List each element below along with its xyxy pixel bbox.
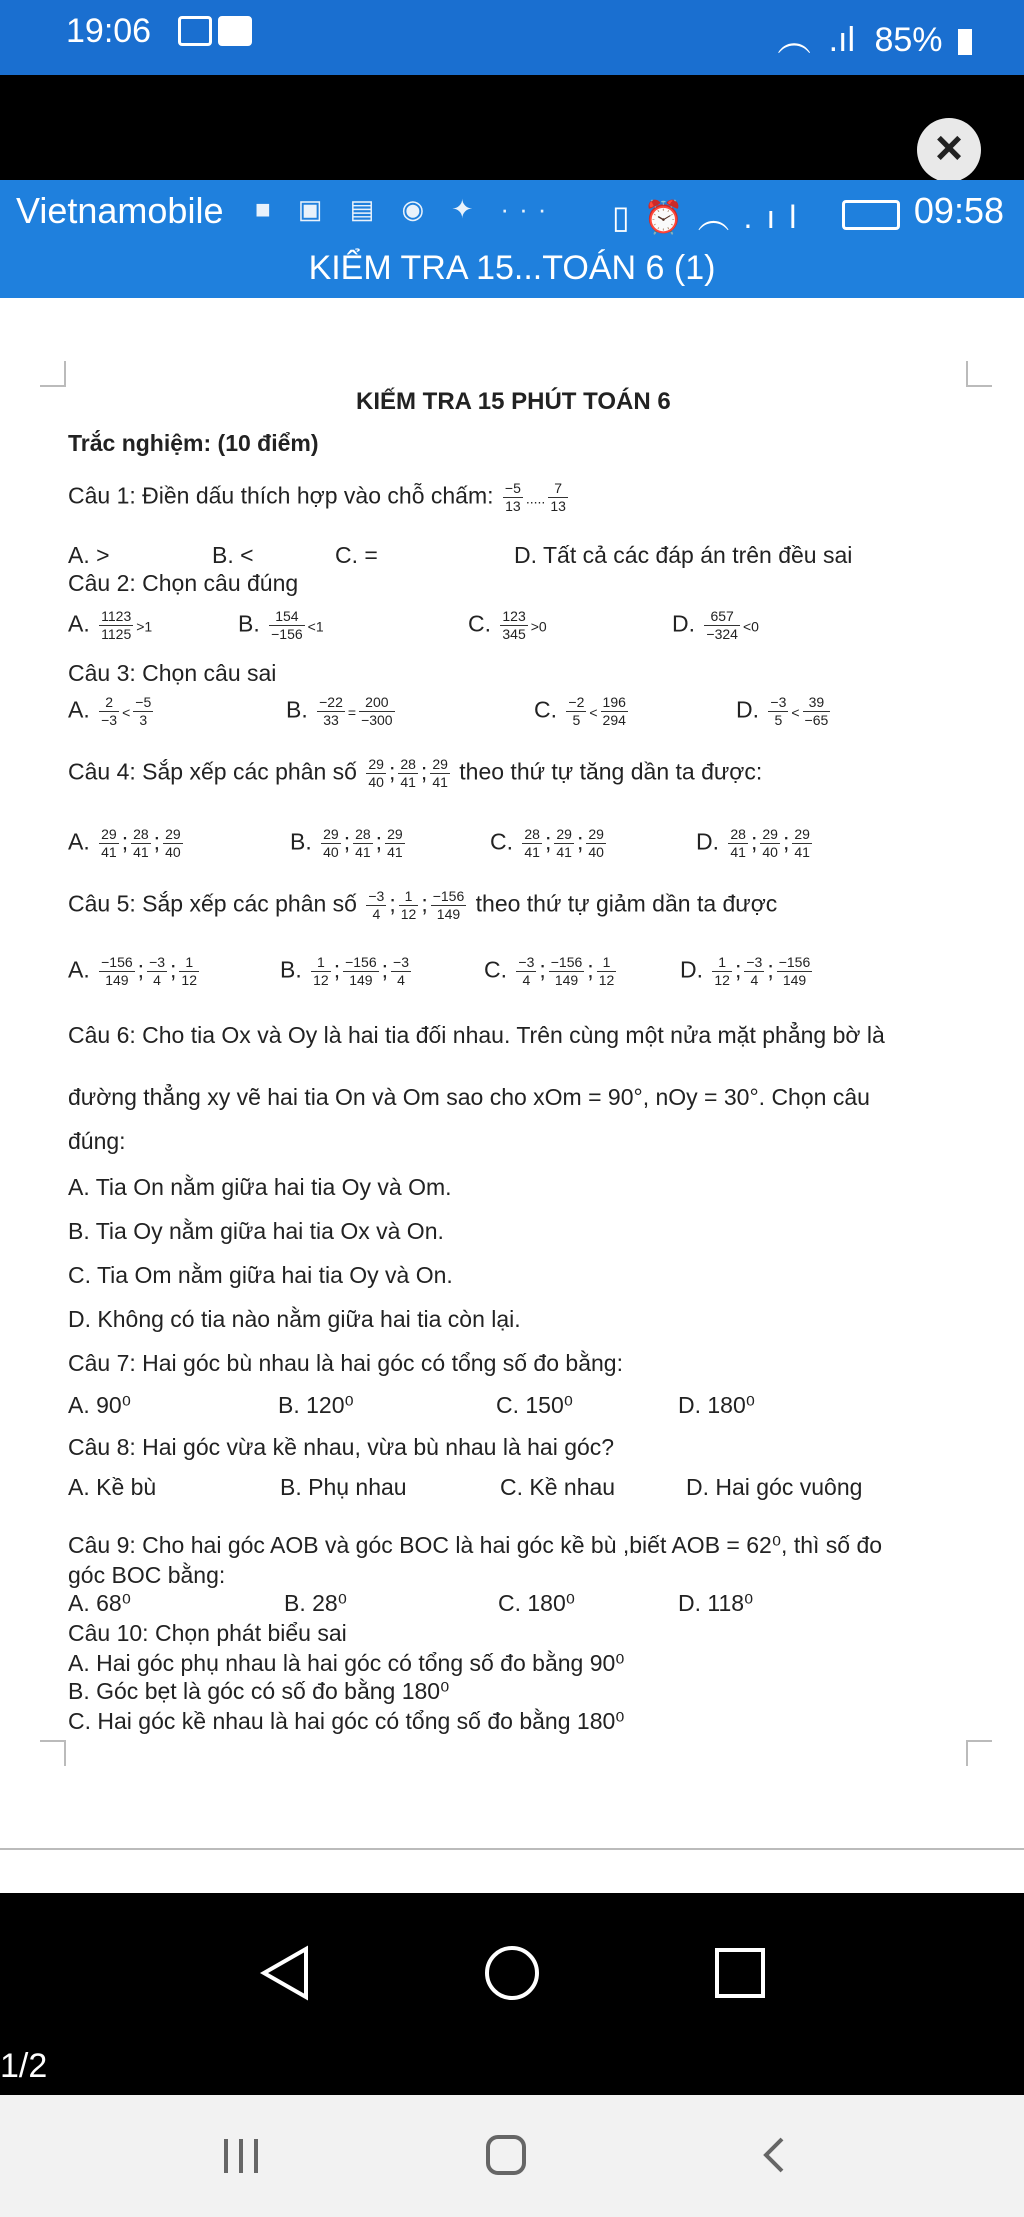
q7-option-a: A. 90⁰ [68, 1392, 131, 1418]
q1-option-b: B. < [212, 542, 254, 568]
close-button[interactable] [917, 118, 981, 182]
question-3: Câu 3: Chọn câu sai [68, 660, 277, 686]
q9-option-c: C. 180⁰ [498, 1590, 575, 1616]
q6-option-d: D. Không có tia nào nằm giữa hai tia còn lại. [68, 1306, 521, 1332]
inner-time: 09:58 [913, 190, 1004, 231]
q5-option-c: C. $\frac{-3}{4}$ ; $\frac{-156}{149}$ ; $\frac{1}{12}$ [484, 954, 615, 988]
youtube-icon [208, 16, 252, 46]
q9-option-a: A. 68⁰ [68, 1590, 131, 1616]
page-divider [0, 1848, 1024, 1850]
question-1: Câu 1: Điền dấu thích hợp vào chỗ chấm: $\frac{-5}{13}$ ..... $\frac{7}{13}$ [68, 480, 566, 514]
q3-option-b: B. $\frac{-22}{33}$ = $\frac{200}{-300}$ [286, 694, 393, 728]
question-6: Câu 6: Cho tia Ox và Oy là hai tia đối nhau. Trên cùng một nửa mặt phẳng bờ là [68, 1022, 885, 1048]
q3-option-d: D. $\frac{-3}{5}$ < $\frac{39}{-65}$ [736, 694, 829, 728]
q10-option-a: A. Hai góc phụ nhau là hai góc có tổng số đo bằng 90⁰ [68, 1650, 625, 1676]
q7-option-b: B. 120⁰ [278, 1392, 354, 1418]
q6-line2: đường thẳng xy vẽ hai tia On và Om sao cho xOm = 90°, nOy = 30°. Chọn câu [68, 1084, 870, 1110]
crop-mark [966, 1740, 992, 1766]
q6-option-a: A. Tia On nằm giữa hai tia Oy và Om. [68, 1174, 452, 1200]
q3-option-c: C. $\frac{-2}{5}$ < $\frac{196}{294}$ [534, 694, 626, 728]
q3-option-a: A. $\frac{2}{-3}$ < $\frac{-5}{3}$ [68, 694, 152, 728]
q2-option-d: D. $\frac{657}{-324}$ <0 [672, 608, 759, 642]
wifi-icon: ︵ [777, 21, 812, 59]
close-icon: × [934, 122, 964, 175]
doc-section: Trắc nghiệm: (10 điểm) [68, 430, 319, 456]
document-title-bar [0, 248, 1024, 298]
q10-option-c: C. Hai góc kề nhau là hai góc có tổng số đo bằng 180⁰ [68, 1708, 625, 1734]
q-label: Câu 1: [68, 482, 136, 509]
q5-option-a: A. $\frac{-156}{149}$ ; $\frac{-3}{4}$ ; $\frac{1}{12}$ [68, 954, 197, 988]
document-title: KIỂM TRA 15...TOÁN 6 (1) [308, 249, 716, 287]
question-5: Câu 5: Sắp xếp các phân số $\frac{-3}{4}$ ; $\frac{1}{12}$ ; $\frac{-156}{149}$ theo thứ tự giảm dần ta được [68, 888, 778, 922]
status-bar [0, 0, 1024, 75]
q6-line3: đúng: [68, 1128, 126, 1154]
question-10: Câu 10: Chọn phát biểu sai [68, 1620, 347, 1646]
back-nav-icon[interactable] [258, 1945, 310, 2006]
gallery-icon [168, 16, 212, 46]
signal-icon: .ıl [828, 21, 856, 59]
q5-option-d: D. $\frac{1}{12}$ ; $\frac{-3}{4}$ ; $\frac{-156}{149}$ [680, 954, 811, 988]
inner-status-bar [0, 180, 1024, 248]
q1-option-c: C. = [335, 542, 378, 568]
q6-option-c: C. Tia Om nằm giữa hai tia Oy và On. [68, 1262, 453, 1288]
system-icons: ▯⏰︵.ıl [612, 199, 811, 235]
crop-mark [40, 1740, 66, 1766]
q-text: Điền dấu thích hợp vào chỗ chấm: [142, 482, 494, 509]
recents-nav-icon[interactable] [714, 1947, 766, 2004]
q6-option-b: B. Tia Oy nằm giữa hai tia Ox và On. [68, 1218, 444, 1244]
q7-option-c: C. 150⁰ [496, 1392, 573, 1418]
question-8: Câu 8: Hai góc vừa kề nhau, vừa bù nhau là hai góc? [68, 1434, 615, 1460]
status-time: 19:06 [66, 12, 152, 50]
home-square-icon[interactable] [484, 2133, 528, 2182]
q4-option-d: D. $\frac{28}{41}$ ; $\frac{29}{40}$ ; $\frac{29}{41}$ [696, 826, 810, 860]
q5-option-b: B. $\frac{1}{12}$ ; $\frac{-156}{149}$ ; $\frac{-3}{4}$ [280, 954, 409, 988]
recents-lines-icon[interactable] [222, 2135, 262, 2180]
question-7: Câu 7: Hai góc bù nhau là hai góc có tổng số đo bằng: [68, 1350, 623, 1376]
q9-option-d: D. 118⁰ [678, 1590, 754, 1616]
question-4: Câu 4: Sắp xếp các phân số $\frac{29}{40}$ ; $\frac{28}{41}$ ; $\frac{29}{41}$ theo thứ tự tăng dần ta được: [68, 756, 763, 790]
question-9: Câu 9: Cho hai góc AOB và góc BOC là hai góc kề bù ,biết AOB = 62⁰, thì số đo [68, 1532, 883, 1558]
system-nav-bar [0, 2095, 1024, 2217]
q1-option-a: A. > [68, 542, 110, 568]
q8-option-a: A. Kề bù [68, 1474, 157, 1500]
q2-option-a: A. $\frac{1123}{1125}$ >1 [68, 608, 153, 642]
q7-option-d: D. 180⁰ [678, 1392, 755, 1418]
battery-icon [958, 29, 972, 55]
q2-option-c: C. $\frac{123}{345}$ >0 [468, 608, 547, 642]
notification-icons: ■ ▣ ▤ ◉ ✦ ··· [255, 194, 557, 224]
crop-mark [40, 361, 66, 387]
overlay-band [0, 75, 1024, 180]
q1-option-d: D. Tất cả các đáp án trên đều sai [514, 542, 853, 568]
status-right [777, 12, 972, 61]
q2-option-b: B. $\frac{154}{-156}$ <1 [238, 608, 324, 642]
inner-nav-bar [0, 1893, 1024, 2093]
document-page [0, 298, 1024, 1893]
q10-option-b: B. Góc bẹt là góc có số đo bằng 180⁰ [68, 1678, 450, 1704]
carrier-name: Vietnamobile [16, 190, 224, 231]
q4-option-c: C. $\frac{28}{41}$ ; $\frac{29}{41}$ ; $\frac{29}{40}$ [490, 826, 604, 860]
q9-option-b: B. 28⁰ [284, 1590, 347, 1616]
q9-line2: góc BOC bằng: [68, 1562, 226, 1588]
crop-mark [966, 361, 992, 387]
q8-option-c: C. Kề nhau [500, 1474, 616, 1500]
q8-option-b: B. Phụ nhau [280, 1474, 407, 1500]
back-chevron-icon[interactable] [758, 2135, 788, 2180]
battery-text: 85% [874, 21, 943, 59]
inner-battery-icon [842, 200, 900, 230]
page-number: 1/2 [0, 2047, 48, 2085]
q4-option-a: A. $\frac{29}{41}$ ; $\frac{28}{41}$ ; $\frac{29}{40}$ [68, 826, 181, 860]
q4-option-b: B. $\frac{29}{40}$ ; $\frac{28}{41}$ ; $\frac{29}{41}$ [290, 826, 403, 860]
question-2: Câu 2: Chọn câu đúng [68, 570, 299, 596]
q8-option-d: D. Hai góc vuông [686, 1474, 863, 1500]
doc-heading: KIẾM TRA 15 PHÚT TOÁN 6 [356, 388, 671, 415]
home-nav-icon[interactable] [484, 1945, 540, 2006]
